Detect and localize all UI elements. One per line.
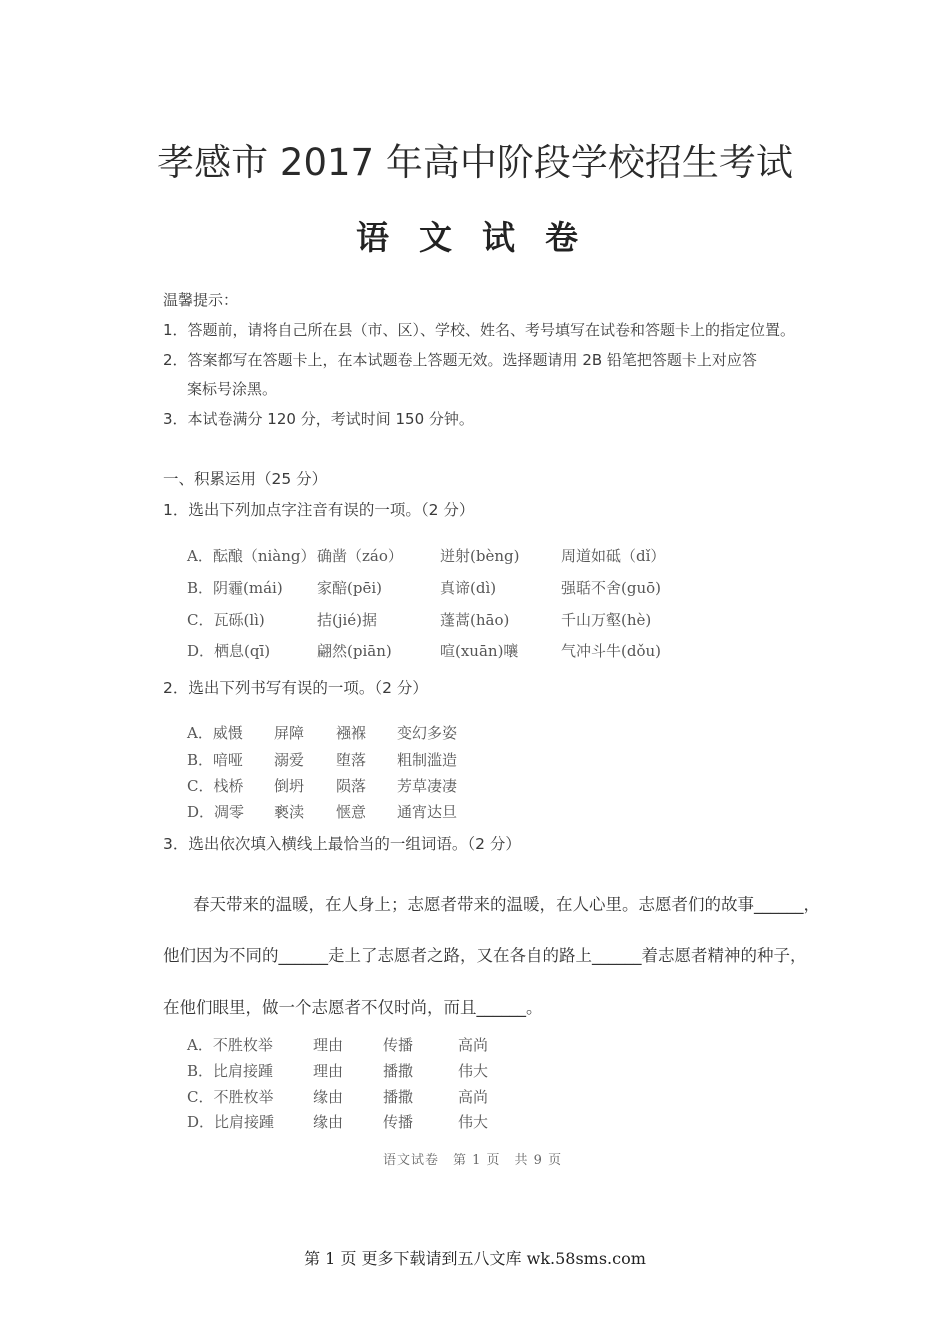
exam-title: 孝感市 2017 年高中阶段学校招生考试 — [157, 141, 793, 184]
option-q1-c-3: 蓬蒿(hāo) — [440, 611, 510, 629]
passage-line: 在他们眼里，做一个志愿者不仅时尚，而且______。 — [163, 998, 543, 1017]
option-q2-b-3: 堕落 — [336, 751, 367, 769]
option-q3-c-1: C．不胜枚举 — [187, 1088, 274, 1106]
option-q2-c-1: C．栈桥 — [187, 777, 244, 795]
passage-line: 春天带来的温暖，在人身上；志愿者带来的温暖，在人心里。志愿者们的故事______， — [193, 895, 820, 914]
option-q3-a-1: A．不胜枚举 — [187, 1036, 273, 1054]
option-q2-d-2: 褻渎 — [274, 803, 305, 821]
option-q3-c-4: 高尚 — [458, 1088, 489, 1106]
option-q2-a-3: 襁褓 — [336, 724, 367, 742]
tip-item: 2．答案都写在答题卡上，在本试题卷上答题无效。选择题请用 2B 铅笔把答题卡上对应答 — [163, 351, 757, 369]
option-q3-b-1: B．比肩接踵 — [187, 1062, 274, 1080]
question-1-stem: 1．选出下列加点字注音有误的一项。（2 分） — [163, 501, 475, 519]
option-q3-b-3: 播撒 — [383, 1062, 414, 1080]
passage-line: 他们因为不同的______走上了志愿者之路，又在各自的路上______着志愿者精神的种子， — [163, 946, 807, 965]
option-q3-a-3: 传播 — [383, 1036, 414, 1054]
option-q2-a-4: 变幻多姿 — [397, 724, 458, 742]
option-q2-c-2: 倒坍 — [274, 777, 305, 795]
option-q1-a-3: 迸射(bèng) — [440, 547, 520, 565]
option-q3-c-3: 播撒 — [383, 1088, 414, 1106]
option-q2-d-3: 惬意 — [336, 803, 367, 821]
option-q3-d-2: 缘由 — [313, 1113, 344, 1131]
option-q2-c-4: 芳草凄凄 — [397, 777, 458, 795]
question-2-stem: 2．选出下列书写有误的一项。（2 分） — [163, 679, 428, 697]
tips-heading: 温馨提示： — [163, 291, 239, 309]
option-q1-b-2: 家醅(pēi) — [317, 579, 382, 597]
tip-item: 案标号涂黑。 — [187, 380, 278, 398]
option-q1-a-4: 周道如砥（dǐ） — [561, 547, 666, 565]
option-q3-b-4: 伟大 — [458, 1062, 489, 1080]
option-q1-d-2: 翩然(piān) — [317, 642, 392, 660]
option-q3-a-2: 理由 — [313, 1036, 344, 1054]
tip-item: 1．答题前，请将自己所在县（市、区）、学校、姓名、考号填写在试卷和答题卡上的指定位置。 — [163, 321, 796, 339]
download-footer: 第 1 页 更多下载请到五八文库 wk.58sms.com — [304, 1249, 646, 1268]
option-q1-c-1: C．瓦砾(lì) — [187, 611, 265, 629]
option-q2-b-2: 溺爱 — [274, 751, 305, 769]
option-q3-d-3: 传播 — [383, 1113, 414, 1131]
option-q1-b-4: 强聒不舍(guō) — [561, 579, 661, 597]
option-q1-d-4: 气冲斗牛(dǒu) — [561, 642, 661, 660]
option-q1-c-2: 拮(jié)据 — [317, 611, 378, 629]
question-3-stem: 3．选出依次填入横线上最恰当的一组词语。（2 分） — [163, 835, 521, 853]
exam-subtitle: 语文试卷 — [356, 218, 608, 257]
option-q3-c-2: 缘由 — [313, 1088, 344, 1106]
option-q1-b-3: 真谛(dì) — [440, 579, 497, 597]
option-q2-b-4: 粗制滥造 — [397, 751, 458, 769]
option-q2-d-4: 通宵达旦 — [397, 803, 458, 821]
option-q1-c-4: 千山万壑(hè) — [561, 611, 652, 629]
page-info: 语文试卷 第 1 页 共 9 页 — [383, 1153, 563, 1168]
option-q3-a-4: 高尚 — [458, 1036, 489, 1054]
option-q2-a-2: 屏障 — [274, 724, 305, 742]
option-q1-a-1: A．酝酿（niàng） — [187, 547, 316, 565]
option-q1-d-3: 喧(xuān)嚷 — [440, 642, 519, 660]
option-q2-b-1: B．喑哑 — [187, 751, 244, 769]
option-q1-d-1: D．栖息(qī) — [187, 642, 271, 660]
option-q1-b-1: B．阴霾(mái) — [187, 579, 283, 597]
option-q2-a-1: A．威慑 — [187, 724, 243, 742]
option-q2-c-3: 陨落 — [336, 777, 367, 795]
option-q3-d-4: 伟大 — [458, 1113, 489, 1131]
option-q2-d-1: D．凋零 — [187, 803, 245, 821]
option-q1-a-2: 确凿（záo） — [317, 547, 403, 565]
option-q3-b-2: 理由 — [313, 1062, 344, 1080]
tip-item: 3．本试卷满分 120 分，考试时间 150 分钟。 — [163, 410, 474, 428]
option-q3-d-1: D．比肩接踵 — [187, 1113, 275, 1131]
section-heading: 一、积累运用（25 分） — [163, 470, 328, 488]
